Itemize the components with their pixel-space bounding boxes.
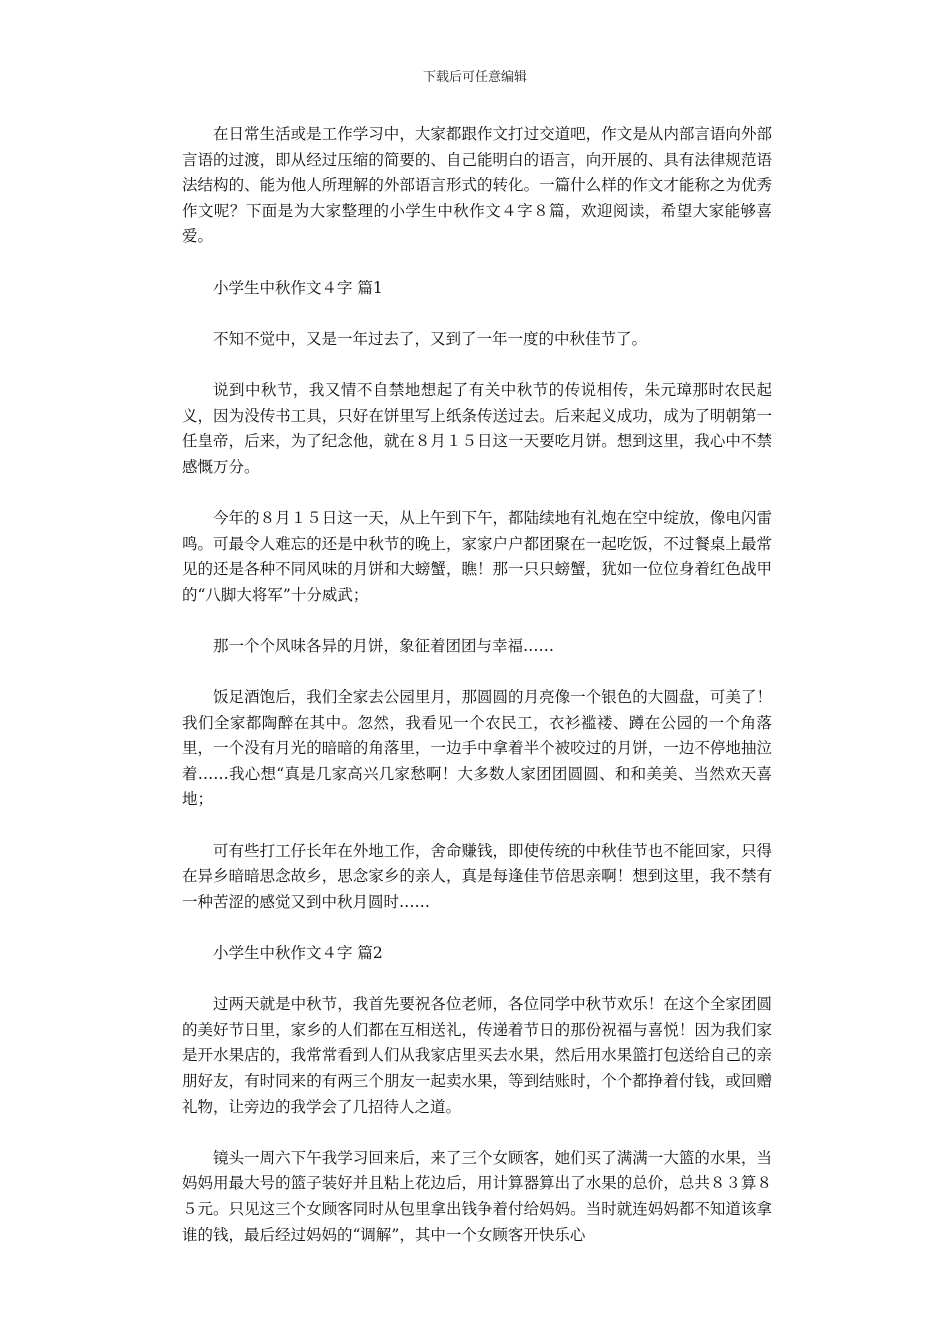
section-heading-1: 小学生中秋作文４字 篇1 (213, 278, 383, 297)
paragraph: 那一个个风味各异的月饼，象征着团团与幸福…… (213, 636, 555, 655)
paragraph: 不知不觉中，又是一年过去了，又到了一年一度的中秋佳节了。 (213, 329, 648, 348)
section-heading-2: 小学生中秋作文４字 篇2 (213, 944, 383, 962)
page-header-note: 下载后可任意编辑 (422, 70, 527, 85)
intro-paragraph: 在日常生活或是工作学习中，大家都跟作文打过交道吧，作文是从内部言语向外部言语的过渡，即从经过压缩的简要的、自己能明白的语言，向开展的、具有法律规范语法结构的、能为他人所理解的外部语言形式的转化。一篇什么样的作文才能称之为优秀作文呢？下面是为大家整理的小学生中秋作文４字８篇，欢迎阅读，希望大家能够喜爱。 (182, 125, 772, 246)
paragraph: 饭足酒饱后，我们全家去公园里月，那圆圆的月亮像一个银色的大圆盘，可美了！我们全家都陶醉在其中。忽然，我看见一个农民工，衣衫褴褛、蹲在公园的一个角落里，一个没有月光的暗暗的角落里，一边手中拿着半个被咬过的月饼，一边不停地抽泣着……我心想“真是几家高兴几家愁啊！大多数人家团团圆圆、和和美美、当然欢天喜地； (182, 688, 772, 809)
paragraph: 说到中秋节，我又情不自禁地想起了有关中秋节的传说相传，朱元璋那时农民起义，因为没传书工具，只好在饼里写上纸条传送过去。后来起义成功，成为了明朝第一任皇帝，后来，为了纪念他，就在８月１５日这一天要吃月饼。想到这里，我心中不禁感慨万分。 (182, 380, 772, 476)
paragraph: 镜头一周六下午我学习回来后，来了三个女顾客，她们买了满满一大篮的水果，当妈妈用最大号的篮子装好并且粘上花边后，用计算器算出了水果的总价，总共８３算８５元。只见这三个女顾客同时从包里拿出钱争着付给妈妈。当时就连妈妈都不知道该拿谁的钱，最后经过妈妈的“调解”，其中一个女顾客开快乐心 (182, 1148, 772, 1244)
paragraph: 今年的８月１５日这一天，从上午到下午，都陆续地有礼炮在空中绽放，像电闪雷鸣。可最令人难忘的还是中秋节的晚上，家家户户都团聚在一起吃饭，不过餐桌上最常见的还是各种不同风味的月饼和大螃蟹，瞧！那一只只螃蟹，犹如一位位身着红色战甲的“八脚大将军”十分威武； (182, 508, 772, 604)
paragraph: 可有些打工仔长年在外地工作，舍命赚钱，即使传统的中秋佳节也不能回家，只得在异乡暗暗思念故乡，思念家乡的亲人，真是每逢佳节倍思亲啊！想到这里，我不禁有一种苦涩的感觉又到中秋月圆时…… (182, 841, 772, 911)
paragraph: 过两天就是中秋节，我首先要祝各位老师，各位同学中秋节欢乐！在这个全家团圆的美好节日里，家乡的人们都在互相送礼，传递着节日的那份祝福与喜悦！因为我们家是开水果店的，我常常看到人们从我家店里买去水果，然后用水果篮打包送给自己的亲朋好友，有时同来的有两三个朋友一起卖水果，等到结账时，个个都挣着付钱，或回赠礼物，让旁边的我学会了几招待人之道。 (182, 995, 772, 1116)
document-body (182, 122, 772, 1248)
